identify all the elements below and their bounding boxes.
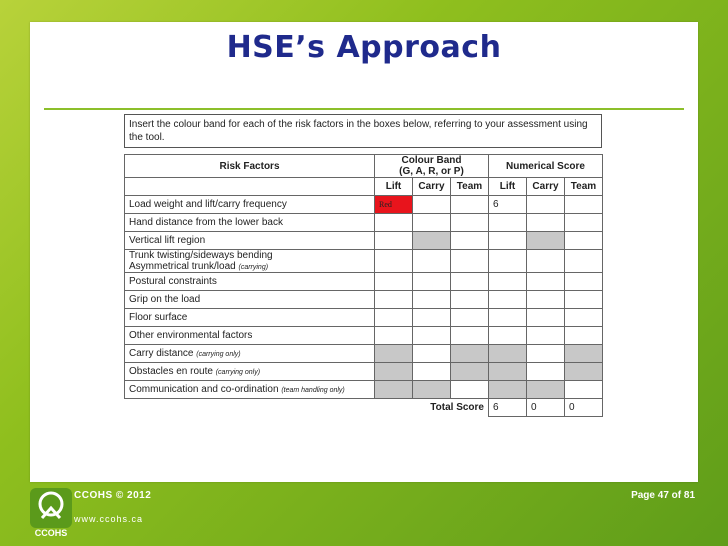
colour-carry-cell[interactable] <box>413 345 451 363</box>
colour-carry-cell[interactable] <box>413 250 451 273</box>
colour-lift-cell <box>375 345 413 363</box>
row-label: Hand distance from the lower back <box>125 214 375 232</box>
colour-band-subtitle: (G, A, R, or P) <box>399 166 464 177</box>
colour-carry-cell[interactable] <box>413 273 451 291</box>
colour-team-cell[interactable] <box>451 250 489 273</box>
colour-team-cell[interactable] <box>451 309 489 327</box>
score-team-cell[interactable] <box>565 250 603 273</box>
logo-text: CCOHS <box>34 528 68 538</box>
score-carry-cell[interactable] <box>527 214 565 232</box>
score-lift-cell[interactable]: 6 <box>489 196 527 214</box>
numerical-score-header: Numerical Score <box>489 155 603 178</box>
colour-band-header <box>375 155 489 178</box>
blank-subheader <box>125 178 375 196</box>
score-lift-cell[interactable] <box>489 273 527 291</box>
colour-lift-cell[interactable] <box>375 291 413 309</box>
slide-title: HSE’s Approach <box>226 30 502 65</box>
colour-lift-cell[interactable] <box>375 250 413 273</box>
colour-team-cell <box>451 345 489 363</box>
colour-team-cell[interactable] <box>451 291 489 309</box>
total-score-label: Total Score <box>430 402 484 414</box>
score-team-cell[interactable] <box>565 232 603 250</box>
colour-lift-cell[interactable]: Red <box>375 196 413 214</box>
colour-carry-cell[interactable] <box>413 309 451 327</box>
score-team-cell[interactable] <box>565 291 603 309</box>
colour-carry-cell <box>413 232 451 250</box>
colour-lift-cell[interactable] <box>375 214 413 232</box>
score-team-cell[interactable] <box>565 381 603 399</box>
score-team-cell[interactable] <box>565 309 603 327</box>
footer-url[interactable]: www.ccohs.ca <box>74 514 144 524</box>
colour-band-title: Colour Band <box>401 155 462 166</box>
score-team-cell[interactable] <box>565 327 603 345</box>
score-lift-cell[interactable] <box>489 327 527 345</box>
row-label-line2: Asymmetrical trunk/load (carrying) <box>129 261 269 272</box>
total-carry: 0 <box>527 399 565 417</box>
colour-lift-cell[interactable] <box>375 327 413 345</box>
colour-carry-cell[interactable] <box>413 327 451 345</box>
score-carry-cell[interactable] <box>527 363 565 381</box>
subheader-carry: Carry <box>413 178 451 196</box>
score-team-cell <box>565 345 603 363</box>
subheader-carry-score: Carry <box>527 178 565 196</box>
colour-team-cell[interactable] <box>451 232 489 250</box>
subheader-lift: Lift <box>375 178 413 196</box>
subheader-lift-score: Lift <box>489 178 527 196</box>
colour-carry-cell[interactable] <box>413 363 451 381</box>
instruction-text: Insert the colour band for each of the risk factors in the boxes below, referring to your assessment using the tool. <box>124 114 602 148</box>
subheader-team-score: Team <box>565 178 603 196</box>
row-label: Postural constraints <box>125 273 375 291</box>
row-label-line1: Trunk twisting/sideways bending <box>129 250 273 261</box>
score-lift-cell <box>489 381 527 399</box>
title-divider <box>44 108 684 110</box>
score-carry-cell[interactable] <box>527 291 565 309</box>
row-label <box>125 250 375 273</box>
colour-lift-cell[interactable] <box>375 273 413 291</box>
score-carry-cell[interactable] <box>527 309 565 327</box>
risk-factor-table <box>124 154 603 417</box>
colour-team-cell[interactable] <box>451 273 489 291</box>
score-carry-cell[interactable] <box>527 327 565 345</box>
total-team: 0 <box>565 399 603 417</box>
score-carry-cell[interactable] <box>527 345 565 363</box>
colour-lift-cell[interactable] <box>375 309 413 327</box>
score-team-cell[interactable] <box>565 196 603 214</box>
score-carry-cell[interactable] <box>527 250 565 273</box>
score-carry-cell <box>527 381 565 399</box>
score-carry-cell[interactable] <box>527 196 565 214</box>
colour-team-cell[interactable] <box>451 327 489 345</box>
row-label: Communication and co-ordination (team handling only) <box>125 381 375 399</box>
row-label: Carry distance (carrying only) <box>125 345 375 363</box>
risk-factors-header: Risk Factors <box>125 155 375 178</box>
colour-lift-cell <box>375 363 413 381</box>
row-label: Grip on the load <box>125 291 375 309</box>
score-lift-cell <box>489 345 527 363</box>
colour-carry-cell[interactable] <box>413 214 451 232</box>
score-lift-cell <box>489 363 527 381</box>
colour-lift-cell <box>375 381 413 399</box>
row-label: Other environmental factors <box>125 327 375 345</box>
score-team-cell <box>565 363 603 381</box>
score-team-cell[interactable] <box>565 273 603 291</box>
score-carry-cell[interactable] <box>527 273 565 291</box>
score-lift-cell[interactable] <box>489 214 527 232</box>
score-lift-cell[interactable] <box>489 232 527 250</box>
colour-team-cell[interactable] <box>451 381 489 399</box>
colour-carry-cell[interactable] <box>413 291 451 309</box>
score-carry-cell <box>527 232 565 250</box>
colour-lift-cell[interactable] <box>375 232 413 250</box>
total-lift: 6 <box>489 399 527 417</box>
score-lift-cell[interactable] <box>489 250 527 273</box>
colour-carry-cell <box>413 381 451 399</box>
row-label: Floor surface <box>125 309 375 327</box>
footer-copyright: CCOHS © 2012 <box>74 490 152 501</box>
row-label: Vertical lift region <box>125 232 375 250</box>
score-lift-cell[interactable] <box>489 291 527 309</box>
row-label: Obstacles en route (carrying only) <box>125 363 375 381</box>
colour-team-cell[interactable] <box>451 196 489 214</box>
score-lift-cell[interactable] <box>489 309 527 327</box>
page-indicator: Page 47 of 81 <box>631 490 695 501</box>
score-team-cell[interactable] <box>565 214 603 232</box>
subheader-team: Team <box>451 178 489 196</box>
colour-carry-cell[interactable] <box>413 196 451 214</box>
colour-team-cell[interactable] <box>451 214 489 232</box>
row-label: Load weight and lift/carry frequency <box>125 196 375 214</box>
colour-team-cell <box>451 363 489 381</box>
